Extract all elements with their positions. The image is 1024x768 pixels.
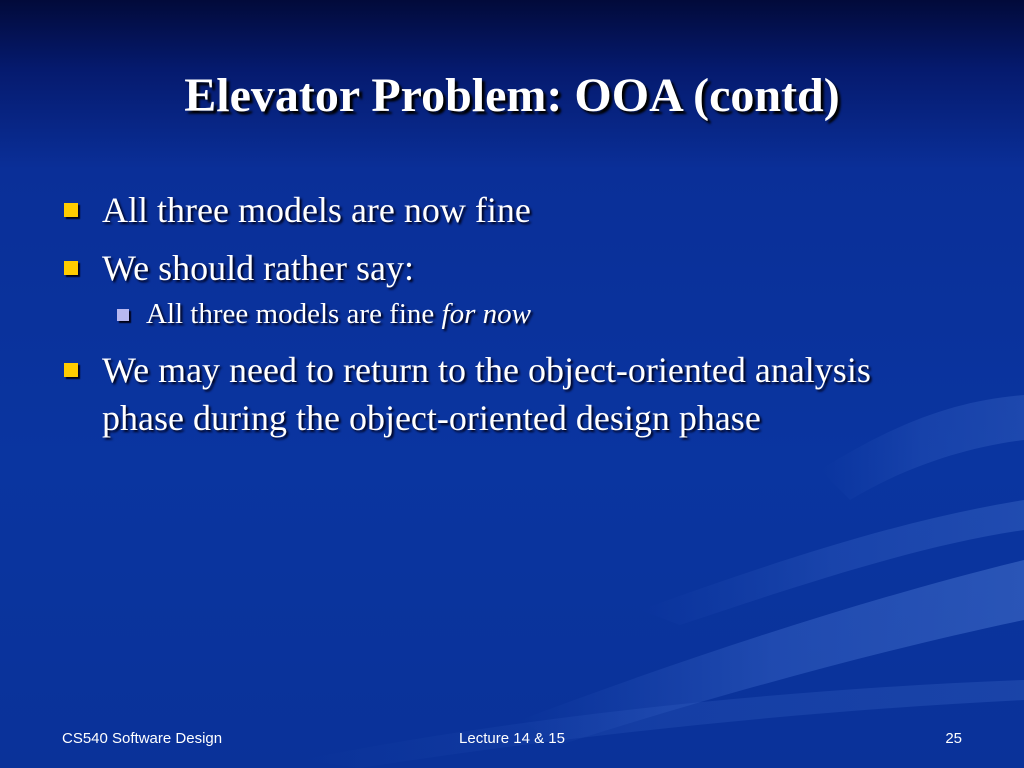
bullet-text: We should rather say: [102,248,415,288]
square-sub-bullet-icon [117,309,129,321]
slide-number: 25 [945,730,962,747]
bullet-item [58,346,958,442]
square-bullet-icon [64,363,78,377]
square-bullet-icon [64,261,78,275]
footer-lecture: Lecture 14 & 15 [459,730,565,747]
slide-title: Elevator Problem: OOA (contd) [184,69,840,122]
bullet-item [58,244,958,292]
footer-course-name: CS540 Software Design [62,730,223,747]
square-bullet-icon [64,203,78,217]
bullet-list [58,186,958,452]
sub-bullet-item [58,296,958,332]
bullet-text: We may need to return to the object-oriented analysis phase during the object-oriented design phase [102,350,871,438]
sub-bullet-text: All three models are fine [146,298,442,330]
sub-bullet-emphasis: for now [441,298,531,330]
bullet-text: All three models are now fine [102,190,531,230]
bullet-item [58,186,958,234]
